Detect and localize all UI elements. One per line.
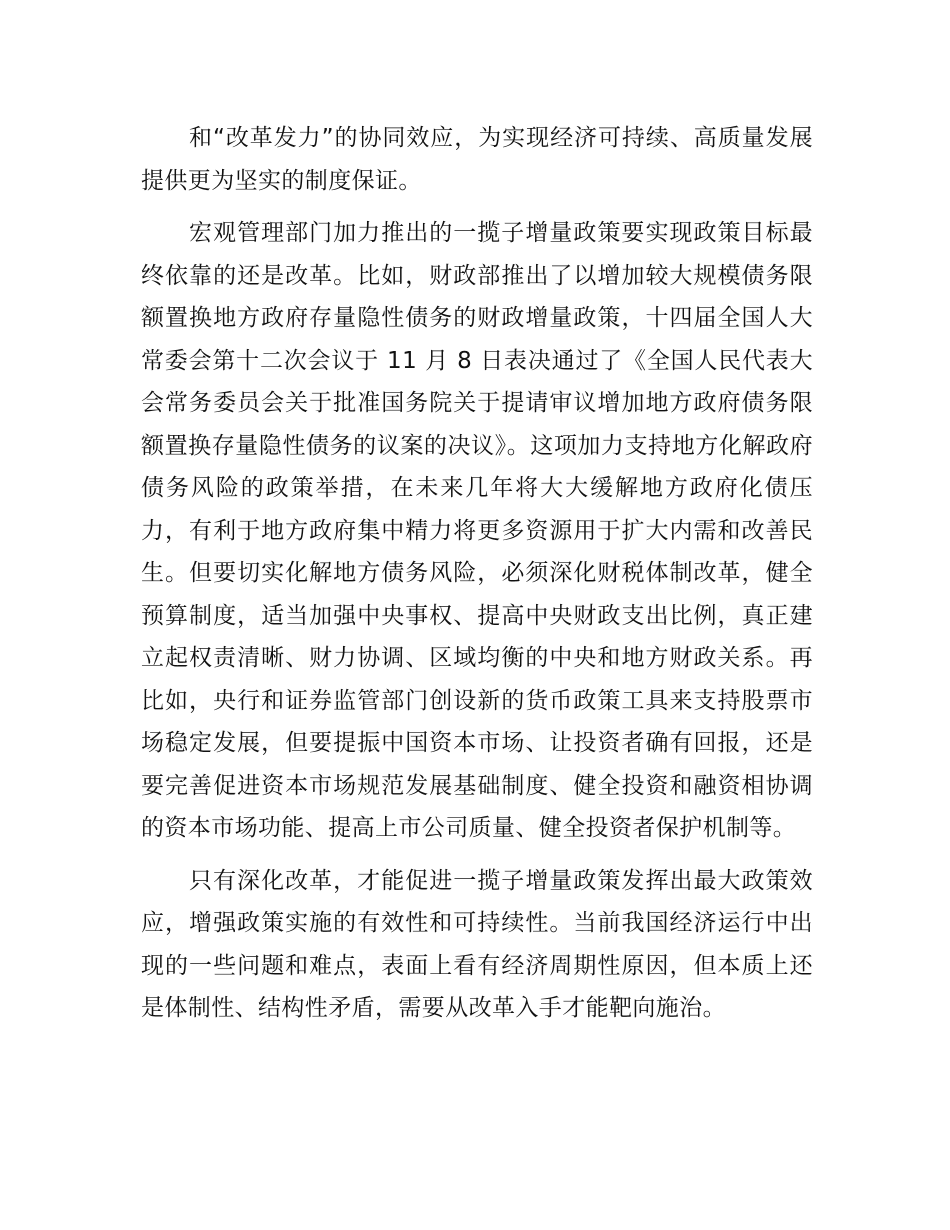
paragraph-2: 宏观管理部门加力推出的一揽子增量政策要实现政策目标最终依靠的还是改革。比如，财政部推出了以增加较大规模债务限额置换地方政府存量隐性债务的财政增量政策，十四届全国人大常委会第十二次会议于 11 月 8 日表决通过了《全国人民代表大会常务委员会关于批准国务院关于提请审议增加地方政府债务限额置换存量隐性债务的议案的决议》。这项加力支持地方化解政府债务风险的政策举措，在未来几年将大大缓解地方政府化债压力，有利于地方政府集中精力将更多资源用于扩大内需和改善民生。但要切实化解地方债务风险，必须深化财税体制改革，健全预算制度，适当加强中央事权、提高中央财政支出比例，真正建立起权责清晰、财力协调、区域均衡的中央和地方财政关系。再比如，央行和证券监管部门创设新的货币政策工具来支持股票市场稳定发展，但要提振中国资本市场、让投资者确有回报，还是要完善促进资本市场规范发展基础制度、健全投资和融资相协调的资本市场功能、提高上市公司质量、健全投资者保护机制等。 [141,220,813,841]
paragraph-1: 和“改革发力”的协同效应，为实现经济可持续、高质量发展提供更为坚实的制度保证。 [141,125,813,194]
document-body [141,117,813,1040]
paragraph-3: 只有深化改革，才能促进一揽子增量政策发挥出最大政策效应，增强政策实施的有效性和可持续性。当前我国经济运行中出现的一些问题和难点，表面上看有经济周期性原因，但本质上还是体制性、结构性矛盾，需要从改革入手才能靶向施治。 [141,867,813,1021]
